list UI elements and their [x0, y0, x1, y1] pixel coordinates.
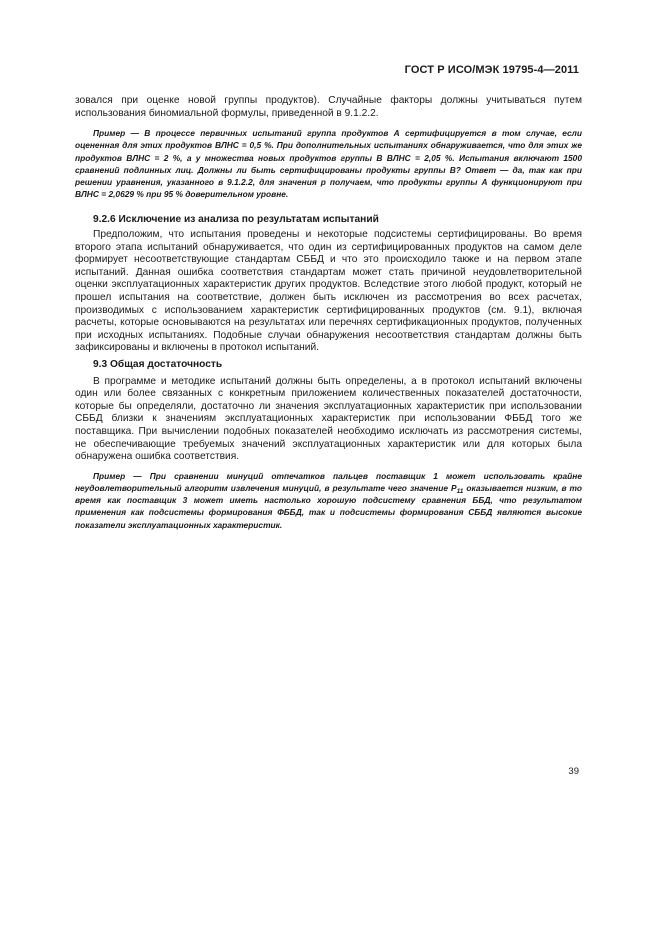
- example-minutiae: [75, 470, 582, 531]
- p11-subscript: 11: [456, 487, 464, 495]
- paragraph-exclusion: Предположим, что испытания проведены и некоторые подсистемы сертифицированы. Во время второго этапа испытаний обнаруживается, что один из сертифицированных продуктов на самом деле формирует несоответствующие стандартам СББД и что это происходило также и на первом этапе испытаний. Данная ошибка соответствия стандартам может стать причиной неудовлетворительной оценки эксплуатационных характеристик других продуктов. Вследствие этого любой продукт, который не прошел испытания на соответствие, должен быть исключен из рассмотрения во всех расчетах, производимых с использованием характеристик сертифицированных продуктов (см. 9.1), включая расчеты, которые основываются на результатах или перечнях сертификационных продуктов, полученных при исходных испытаниях. Подобные случаи обнаружения несоответствия стандартам должны быть зафиксированы и включены в протокол испытаний.: [75, 229, 582, 354]
- document-header-id: ГОСТ Р ИСО/МЭК 19795-4—2011: [404, 64, 579, 76]
- example-minutiae-part1: Пример — При сравнении минуций отпечатков пальцев поставщик 1 может использовать крайне неудовлетворительный алгоритм извлечения минуций, в результате чего значение P: [75, 470, 582, 493]
- page-number: 39: [568, 766, 579, 777]
- paragraph-continuation: зовался при оценке новой группы продуктов). Случайные факторы должны учитываться путем использования биномиальной формулы, приведенной в 9.1.2.2.: [75, 95, 582, 119]
- section-heading-9-2-6: 9.2.6 Исключение из анализа по результатам испытаний: [93, 214, 379, 226]
- section-heading-9-3: 9.3 Общая достаточность: [93, 358, 223, 370]
- example-binomial: Пример — В процессе первичных испытаний группа продуктов А сертифицируется в том случае, если оцененная для этих продуктов ВЛНС = 0,5 %. При дополнительных испытаниях обнаруживается, что для этих же продуктов ВЛНС = 2 %, а у множества новых продуктов группы В ВЛНС = 2,05 %. Испытания включают 1500 сравнений подлинных лиц. Должны ли быть сертифицированы продукты группы В? Ответ — да, так как при решении уравнения, указанного в 9.1.2.2, для значения р получаем, что продукты группы А функционируют при ВЛНС = 2,0629 % при 95 % доверительном уровне.: [75, 128, 582, 200]
- page-content: [75, 95, 582, 531]
- paragraph-adequacy: В программе и методике испытаний должны быть определены, а в протокол испытаний включены один или более связанных с конкретным приложением количественных показателей достаточности, которые бы определяли, достаточно ли значения эксплуатационных характеристик при использовании СББД близки к значениям эксплуатационных характеристик при использовании ФББД того же поставщика. При вычислении подобных показателей необходимо исключать из рассмотрения системы, не обеспечивающие требуемых значений эксплуатационных характеристик или для которых была обнаружена ошибка соответствия.: [75, 375, 582, 463]
- example-minutiae-part2: оказывается низким, в то время как поставщик 3 может иметь настолько хорошую подсистему сравнения ББД, что результатом применения как подсистемы формирования ФББД, так и подсистемы формирования СББД являются высокие показатели эксплуатационных характеристик.: [75, 482, 582, 530]
